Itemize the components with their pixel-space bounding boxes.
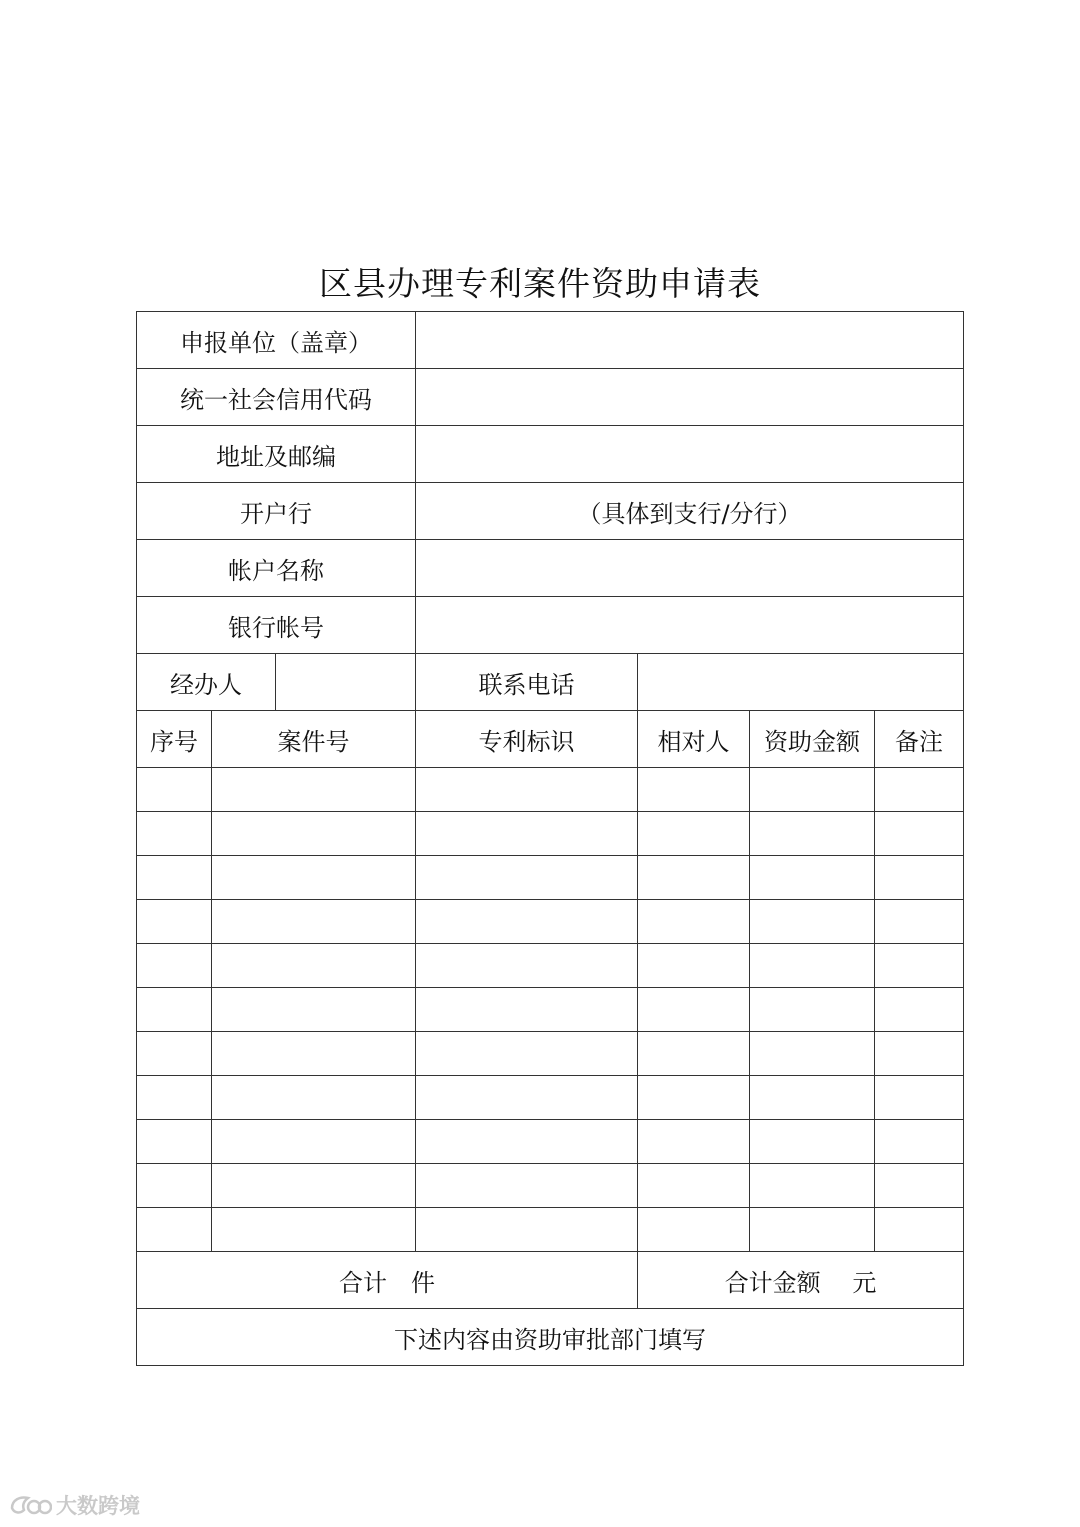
table-cell[interactable] — [416, 988, 638, 1032]
handler-input[interactable] — [276, 654, 416, 711]
field-label: 申报单位（盖章） — [137, 312, 416, 369]
table-cell[interactable] — [750, 856, 875, 900]
table-cell[interactable] — [212, 856, 416, 900]
info-row — [137, 540, 964, 597]
table-row — [137, 1032, 964, 1076]
table-cell[interactable] — [750, 1164, 875, 1208]
table-cell[interactable] — [137, 812, 212, 856]
column-header: 序号 — [137, 711, 212, 768]
field-value-input[interactable] — [416, 426, 964, 483]
handler-label: 经办人 — [137, 654, 276, 711]
application-form-table — [136, 311, 964, 1366]
table-cell[interactable] — [137, 988, 212, 1032]
table-cell[interactable] — [416, 1076, 638, 1120]
table-cell[interactable] — [750, 1076, 875, 1120]
table-cell[interactable] — [875, 1208, 964, 1252]
table-cell[interactable] — [212, 812, 416, 856]
field-value-input[interactable] — [416, 312, 964, 369]
table-row — [137, 1076, 964, 1120]
column-header: 专利标识 — [416, 711, 638, 768]
field-value-input[interactable]: （具体到支行/分行） — [416, 483, 964, 540]
table-row — [137, 900, 964, 944]
watermark-text: 大数跨境 — [56, 1494, 140, 1518]
table-cell[interactable] — [638, 1208, 750, 1252]
column-header: 案件号 — [212, 711, 416, 768]
table-cell[interactable] — [875, 900, 964, 944]
table-cell[interactable] — [875, 944, 964, 988]
table-cell[interactable] — [638, 988, 750, 1032]
total-count-label: 合计 件 — [137, 1252, 638, 1309]
table-cell[interactable] — [212, 944, 416, 988]
table-cell[interactable] — [875, 1076, 964, 1120]
field-value-input[interactable] — [416, 369, 964, 426]
field-label: 统一社会信用代码 — [137, 369, 416, 426]
table-cell[interactable] — [137, 1120, 212, 1164]
table-cell[interactable] — [638, 768, 750, 812]
table-cell[interactable] — [137, 900, 212, 944]
field-label: 银行帐号 — [137, 597, 416, 654]
table-cell[interactable] — [750, 1120, 875, 1164]
table-row — [137, 812, 964, 856]
table-cell[interactable] — [875, 768, 964, 812]
table-cell[interactable] — [416, 1032, 638, 1076]
table-cell[interactable] — [137, 856, 212, 900]
phone-label: 联系电话 — [416, 654, 638, 711]
approval-note: 下述内容由资助审批部门填写 — [137, 1309, 964, 1366]
field-label: 帐户名称 — [137, 540, 416, 597]
totals-row — [137, 1252, 964, 1309]
info-row — [137, 426, 964, 483]
table-cell[interactable] — [750, 900, 875, 944]
table-cell[interactable] — [875, 988, 964, 1032]
column-header: 相对人 — [638, 711, 750, 768]
table-cell[interactable] — [750, 812, 875, 856]
field-label: 开户行 — [137, 483, 416, 540]
total-amount-label: 合计金额 元 — [638, 1252, 964, 1309]
table-cell[interactable] — [750, 988, 875, 1032]
table-row — [137, 768, 964, 812]
table-row — [137, 988, 964, 1032]
table-cell[interactable] — [875, 1032, 964, 1076]
table-cell[interactable] — [875, 1164, 964, 1208]
table-cell[interactable] — [875, 1120, 964, 1164]
table-cell[interactable] — [137, 768, 212, 812]
table-cell[interactable] — [638, 944, 750, 988]
info-row — [137, 597, 964, 654]
table-cell[interactable] — [212, 1208, 416, 1252]
form-title: 区县办理专利案件资助申请表 — [319, 264, 761, 303]
column-header: 备注 — [875, 711, 964, 768]
table-cell[interactable] — [638, 1164, 750, 1208]
table-cell[interactable] — [212, 1032, 416, 1076]
table-row — [137, 1208, 964, 1252]
table-cell[interactable] — [416, 944, 638, 988]
info-row — [137, 369, 964, 426]
table-row — [137, 944, 964, 988]
table-cell[interactable] — [638, 900, 750, 944]
table-cell[interactable] — [137, 944, 212, 988]
table-cell[interactable] — [212, 988, 416, 1032]
table-row — [137, 1120, 964, 1164]
info-row — [137, 312, 964, 369]
table-cell[interactable] — [212, 768, 416, 812]
table-cell[interactable] — [416, 1164, 638, 1208]
table-cell[interactable] — [638, 812, 750, 856]
table-cell[interactable] — [212, 1164, 416, 1208]
table-cell[interactable] — [137, 1208, 212, 1252]
table-cell[interactable] — [750, 1208, 875, 1252]
table-cell[interactable] — [638, 1032, 750, 1076]
table-cell[interactable] — [750, 768, 875, 812]
contact-row — [137, 654, 964, 711]
table-cell[interactable] — [416, 900, 638, 944]
table-cell[interactable] — [137, 1076, 212, 1120]
phone-input[interactable] — [638, 654, 964, 711]
table-cell[interactable] — [212, 1120, 416, 1164]
watermark — [8, 1490, 140, 1520]
field-value-input[interactable] — [416, 540, 964, 597]
table-header-row — [137, 711, 964, 768]
table-cell[interactable] — [750, 1032, 875, 1076]
table-cell[interactable] — [875, 812, 964, 856]
table-cell[interactable] — [212, 900, 416, 944]
table-cell[interactable] — [750, 944, 875, 988]
column-header: 资助金额 — [750, 711, 875, 768]
table-row — [137, 1164, 964, 1208]
table-cell[interactable] — [416, 1208, 638, 1252]
info-row — [137, 483, 964, 540]
table-cell[interactable] — [416, 1120, 638, 1164]
field-label: 地址及邮编 — [137, 426, 416, 483]
table-cell[interactable] — [416, 812, 638, 856]
table-row — [137, 856, 964, 900]
table-cell[interactable] — [212, 1076, 416, 1120]
table-cell[interactable] — [638, 1076, 750, 1120]
footer-row — [137, 1309, 964, 1366]
table-cell[interactable] — [416, 768, 638, 812]
table-cell[interactable] — [137, 1164, 212, 1208]
table-cell[interactable] — [875, 856, 964, 900]
field-value-input[interactable] — [416, 597, 964, 654]
table-cell[interactable] — [416, 856, 638, 900]
weibo-logo-icon — [8, 1492, 52, 1518]
table-cell[interactable] — [638, 1120, 750, 1164]
table-cell[interactable] — [638, 856, 750, 900]
table-cell[interactable] — [137, 1032, 212, 1076]
